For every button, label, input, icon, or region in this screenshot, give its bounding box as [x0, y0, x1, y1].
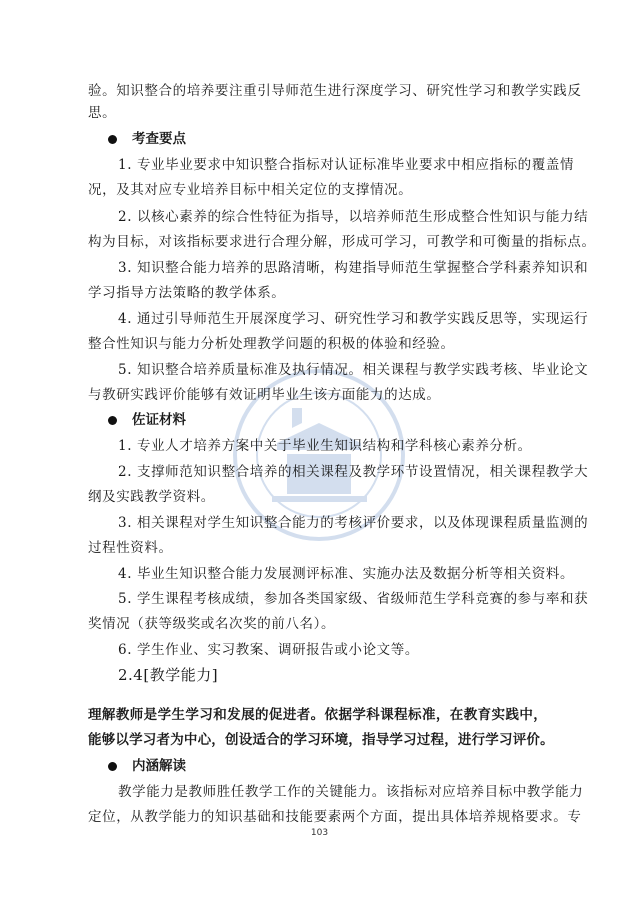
list-item-line: 与教研实践评价能够有效证明毕业生该方面能力的达成。 [88, 387, 441, 403]
paragraph-line: 思。 [88, 105, 117, 121]
section-heading: 考查要点 [132, 131, 186, 147]
list-item-line: 4. 毕业生知识整合能力发展测评标准、实施办法及数据分析等相关资料。 [118, 566, 575, 582]
list-item-line: 构为目标，对该指标要求进行合理分解，形成可学习，可教学和可衡量的指标点。 [88, 234, 596, 250]
bullet-icon [108, 135, 117, 144]
list-item-line: 学习指导方法策略的教学体系。 [88, 285, 286, 301]
list-item-line: 2. 以核心素养的综合性特征为指导，以培养师范生形成整合性知识与能力结 [118, 209, 589, 225]
paragraph-line: 定位，从教学能力的知识基础和技能要素两个方面，提出具体培养规格要求。专 [88, 809, 582, 825]
paragraph-line: 教学能力是教师胜任教学工作的关键能力。该指标对应培养目标中教学能力 [118, 784, 584, 800]
standard-line: 能够以学习者为中心，创设适合的学习环境，指导学习过程，进行学习评价。 [88, 732, 554, 748]
list-item-line: 奖情况（获等级奖或名次奖的前八名）。 [88, 616, 336, 632]
paragraph-line: 验。知识整合的培养要注重引导师范生进行深度学习、研究性学习和教学实践反 [88, 83, 582, 99]
list-item-line: 1. 专业毕业要求中知识整合指标对认证标准毕业要求中相应指标的覆盖情 [118, 157, 575, 173]
list-item-line: 3. 知识整合能力培养的思路清晰，构建指导师范生掌握整合学科素养知识和 [118, 260, 589, 276]
bullet-icon [108, 416, 117, 425]
list-item-line: 6. 学生作业、实习教案、调研报告或小论文等。 [118, 642, 419, 658]
section-title: 2.4[教学能力] [118, 666, 219, 684]
page-number: 103 [310, 828, 329, 838]
list-item-line: 况，及其对应专业培养目标中相关定位的支撑情况。 [88, 182, 413, 198]
list-item-line: 5. 知识整合培养质量标准及执行情况。相关课程与教学实践考核、毕业论文 [118, 362, 589, 378]
list-item-line: 过程性资料。 [88, 540, 173, 556]
list-item-line: 1. 专业人才培养方案中关于毕业生知识结构和学科核心素养分析。 [118, 438, 532, 454]
list-item-line: 纲及实践教学资料。 [88, 489, 215, 505]
list-item-line: 5. 学生课程考核成绩，参加各类国家级、省级师范生学科竞赛的参与率和获 [118, 591, 589, 607]
bullet-icon [108, 762, 117, 771]
list-item-line: 2. 支撑师范知识整合培养的相关课程及教学环节设置情况，相关课程教学大 [118, 464, 589, 480]
section-heading: 佐证材料 [132, 412, 186, 428]
list-item-line: 4. 通过引导师范生开展深度学习、研究性学习和教学实践反思等，实现运行 [118, 311, 589, 327]
standard-line: 理解教师是学生学习和发展的促进者。依据学科课程标准，在教育实践中， [88, 707, 547, 723]
list-item-line: 3. 相关课程对学生知识整合能力的考核评价要求，以及体现课程质量监测的 [118, 515, 589, 531]
list-item-line: 整合性知识与能力分析处理教学问题的积极的体验和经验。 [88, 336, 455, 352]
section-heading: 内涵解读 [132, 758, 186, 774]
